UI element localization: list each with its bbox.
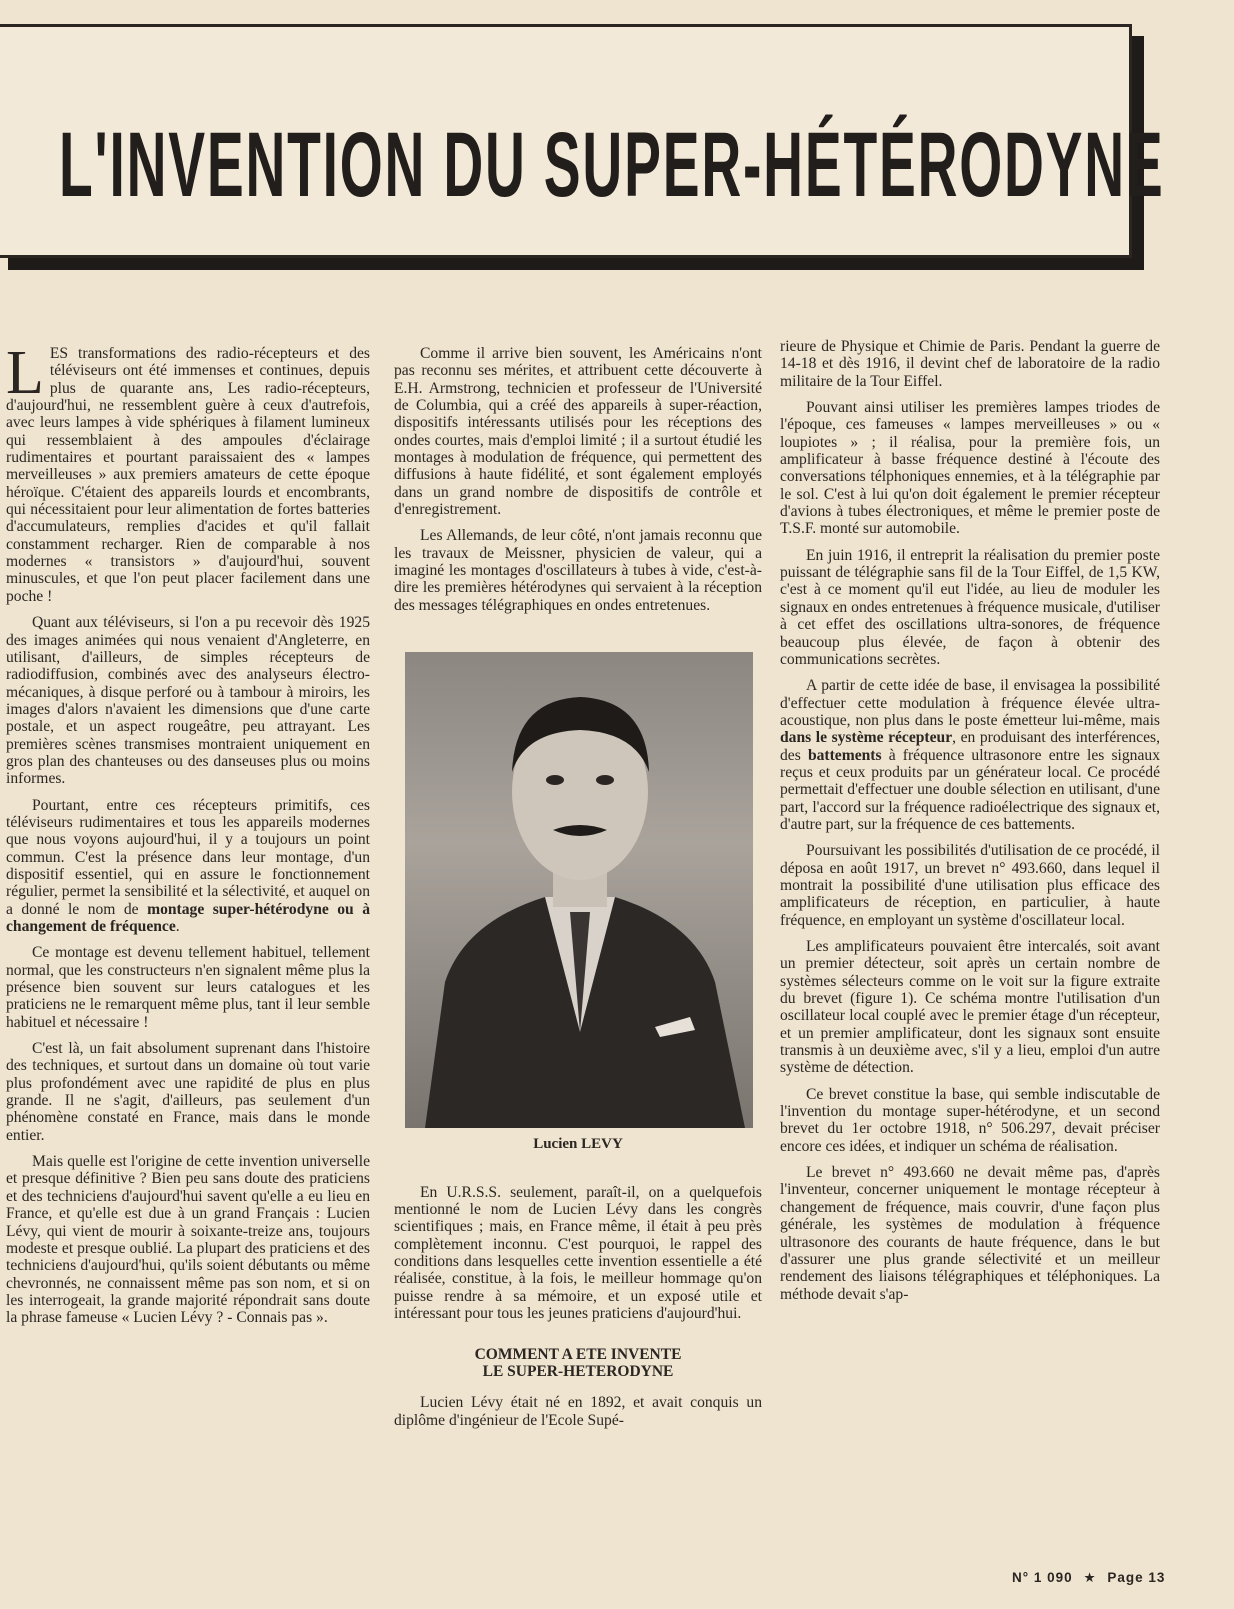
paragraph: Les Allemands, de leur côté, n'ont jamais reconnu que les travaux de Meissner, physicien de valeur, qui a imaginé les montages d'oscillateurs à tubes à vide, c'est-à-dire les premières hétérodynes qui servaient à la réception des messages télégraphiques en ondes entretenues.: [394, 527, 762, 614]
heading-line: COMMENT A ETE INVENTE: [474, 1346, 682, 1364]
paragraph: [6, 797, 370, 936]
drop-cap: L: [6, 339, 44, 407]
paragraph: rieure de Physique et Chimie de Paris. Pendant la guerre de 14-18 et dès 1916, il devint chef de laboratoire de la radio militaire de la Tour Eiffel.: [780, 338, 1160, 390]
page-footer: [1012, 1570, 1171, 1586]
paragraph-text: A partir de cette idée de base, il envisagea la possibilité d'effectuer cette modulation à fréquence élevée ultra-acoustique, non plus dans le poste émetteur lui-même, mais: [780, 677, 1160, 729]
bold-term: battements: [807, 746, 882, 764]
paragraph: Le brevet n° 493.660 ne devait même pas, d'après l'inventeur, concerner uniquement le montage récepteur à changement de fréquence, mais couvrir, d'une façon plus générale, les systèmes de modulation à fréquence ultrasonore des courants de haute fréquence, dans le but d'assurer une plus grande sélectivité et un meilleur rendement des liaisons télégraphiques et téléphoniques. La méthode devait s'ap-: [780, 1164, 1160, 1303]
paragraph: Comme il arrive bien souvent, les Américains n'ont pas reconnu ses mérites, et attribuent cette découverte à E.H. Armstrong, technicien et professeur de l'Université de Columbia, qui a créé des appareils à super-réaction, dispositifs intéressants utilisés pour les réceptions des ondes courtes, mais d'emploi limité ; il a surtout étudié les montages à modulation de fréquence, qui permettent des diffusions à haute fidélité, et sont également employés dans un grand nombre de dispositifs de contrôle et d'enregistrement.: [394, 345, 762, 519]
paragraph: [780, 677, 1160, 833]
bold-term: montage super-hétérodyne ou à changement de fréquence: [6, 900, 370, 935]
section-heading: [394, 1346, 762, 1380]
title-box: [0, 24, 1165, 258]
page-number: Page 13: [1107, 1570, 1166, 1585]
paragraph-text: .: [175, 918, 180, 935]
paragraph: Mais quelle est l'origine de cette invention universelle et presque définitive ? Bien peu sans doute des praticiens et des techniciens d'aujourd'hui savent qu'elle a eu lieu en France, et qu'elle est due à un grand Français : Lucien Lévy, qui vient de mourir à soixante-treize ans, toujours modeste et presque oublié. La plupart des praticiens et des techniciens d'aujourd'hui, qu'ils soient débutants ou même chevronnés, ne connaissent même pas son nom, et si on les interrogeait, la grande majorité répondrait sans doute la phrase fameuse « Lucien Lévy ? - Connais pas ».: [6, 1153, 370, 1327]
paragraph-text: , en produisant des interférences, des: [780, 729, 1160, 764]
paragraph: Quant aux téléviseurs, si l'on a pu recevoir dès 1925 des images animées qui nous venaient d'Angleterre, en utilisant, d'ailleurs, de simples récepteurs de radiodiffusion, combinés avec des analyseurs électro-mécaniques, à disque perforé ou à tambour à miroirs, les images d'alors n'avaient les dimensions que d'une carte postale, et un aspect rougeâtre, peu attrayant. Les premières scènes transmises montraient uniquement en gros plan des chanteuses ou des danseuses plus ou moins informes.: [6, 614, 370, 788]
article-title: L'INVENTION DU SUPER-HÉTÉRODYNE: [59, 114, 1165, 216]
paragraph: En U.R.S.S. seulement, paraît-il, on a quelquefois mentionné le nom de Lucien Lévy dans les congrès scientifiques ; mais, en France même, il était à peu près complètement inconnu. C'est pourquoi, le rappel des conditions dans lesquelles cette invention essentielle a été réalisée, constitue, à la fois, le meilleur hommage qu'on puisse rendre à sa mémoire, et un exposé utile et intéressant pour tous les jeunes praticiens d'aujourd'hui.: [394, 1183, 762, 1322]
paragraph: C'est là, un fait absolument suprenant dans l'histoire des techniques, et surtout dans un domaine où tout varie plus profondément avec une rapidité de plus en plus grande. Il ne s'agit, d'ailleurs, pas seulement d'un phénomène constaté en France, mais dans le monde entier.: [6, 1040, 370, 1144]
paragraph: Lucien Lévy était né en 1892, et avait conquis un diplôme d'ingénieur de l'Ecole Supé-: [394, 1394, 762, 1429]
paragraph: Les amplificateurs pouvaient être intercalés, soit avant un premier détecteur, soit après un certain nombre de systèmes sélecteurs comme on le voit sur la figure extraite du brevet (figure 1). Ce schéma montre l'utilisation d'un oscillateur local couplé avec le premier étage d'un récepteur, et un premier amplificateur, dont les signaux sont ensuite transmis à un deuxième avec, s'il y a lieu, emploi d'un autre système de détection.: [780, 938, 1160, 1077]
paragraph: Ce montage est devenu tellement habituel, tellement normal, que les constructeurs n'en signalent même plus la présence bien souvent sur leurs catalogues et les praticiens ne le remarquent même plus, tant il leur semble habituel et nécessaire !: [6, 944, 370, 1031]
paragraph: Pouvant ainsi utiliser les premières lampes triodes de l'époque, ces fameuses « lampes merveilleuses » ou « loupiotes » ; il réalisa, pour la première fois, un amplificateur à basse fréquence destiné à l'écoute des conversations télphoniques ennemies, et à la télégraphie par le sol. C'est à lui qu'on doit également le premier récepteur d'avions à tubes électroniques, et même le premier poste de T.S.F. monté sur automobile.: [780, 399, 1160, 538]
column-1: [6, 339, 370, 1336]
portrait-image: [405, 652, 753, 1128]
bold-term: dans le système récepteur: [780, 729, 953, 747]
paragraph: Poursuivant les possibilités d'utilisation de ce procédé, il déposa en août 1917, un brevet n° 493.660, dans lequel il montrait la possibilité d'une utilisation plus efficace des amplificateurs de réception, en particulier, à haute fréquence, en employant un système d'oscillateur local.: [780, 842, 1160, 929]
paragraph: [6, 339, 370, 605]
paragraph: Ce brevet constitue la base, qui semble indiscutable de l'invention du montage super-hétérodyne, et un second brevet du 1er octobre 1918, n° 506.297, devait préciser encore ces idées, et indiquer un schéma de réalisation.: [780, 1085, 1160, 1155]
paragraph: En juin 1916, il entreprit la réalisation du premier poste puissant de télégraphie sans fil de la Tour Eiffel, de 1,5 KW, c'est à ce moment qu'il eut l'idée, au lieu de moduler les signaux en ondes entretenues à fréquence musicale, d'utiliser à cet effet des oscillations ultra-sonores, de fréquence beaucoup plus élevée, de façon à obtenir des communications secrètes.: [780, 546, 1160, 668]
portrait-photo: [405, 652, 753, 1128]
heading-line: LE SUPER-HETERODYNE: [482, 1363, 674, 1381]
column-3: [780, 338, 1160, 1312]
column-2: [394, 345, 762, 1438]
photo-caption: Lucien LEVY: [533, 1136, 623, 1153]
paragraph-text: Pourtant, entre ces récepteurs primitifs, ces téléviseurs rudimentaires et tous les appareils modernes que nous voyons aujourd'hui, il y a toujours un point commun. C'est la présence dans leur montage, d'un dispositif essentiel, qui en assure le fonctionnement régulier, permet la sensibilité et la sélectivité, et auquel on a donné le nom de: [6, 796, 370, 918]
paragraph-text: ES transformations des radio-récepteurs et des téléviseurs ont été immenses et continues, depuis plus de quarante ans, Les radio-récepteurs, d'aujourd'hui, ne ressemblent guère à ceux d'autrefois, avec leurs lampes à vide sphériques à filament lumineux qui ressemblaient à des ampoules d'éclairage rudimentaires et pourtant paraissaient des « lampes merveilleuses » aux premiers amateurs de cette époque héroïque. C'étaient des appareils lourds et encombrants, qui nécessitaient pour leur alimentation de fortes batteries d'accumulateurs, remplies d'acides et qu'il fallait constamment recharger. Rien de comparable à nos modernes « transistors » d'aujourd'hui, souvent minuscules, et que l'on peut placer facilement dans une poche !: [6, 345, 370, 605]
star-icon: ★: [1083, 1570, 1097, 1585]
paragraph-text: à fréquence ultrasonore entre les signaux reçus et ceux produits par un générateur local. Ce procédé permettait d'effectuer une double sélection en utilisant, d'une part, l'accord sur la fréquence radioélectrique des signaux et, d'autre part, sur la fréquence de ces battements.: [780, 746, 1160, 833]
issue-number: N° 1 090: [1012, 1570, 1073, 1585]
